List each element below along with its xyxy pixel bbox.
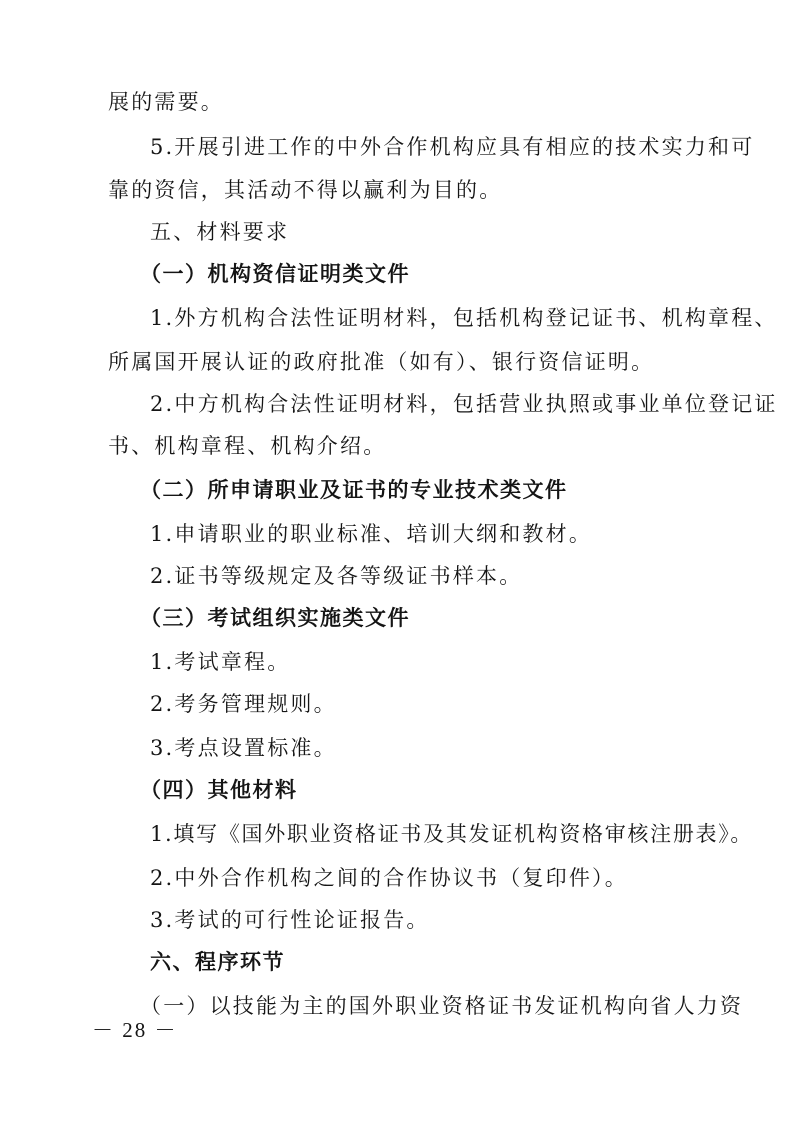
list-item-exam-rules: 2.考务管理规则。 [150,692,337,716]
section-heading-procedure: 六、程序环节 [150,950,285,974]
list-item-exam-site-standard: 3.考点设置标准。 [150,736,337,760]
paragraph-item-5-continuation: 靠的资信，其活动不得以赢利为目的。 [108,178,503,202]
list-item-cooperation-agreement: 2.中外合作机构之间的合作协议书（复印件）。 [150,866,628,890]
paragraph-procedure-1: （一）以技能为主的国外职业资格证书发证机构向省人力资 [140,994,744,1018]
subheading-other-materials: （四）其他材料 [140,778,298,802]
section-heading-materials: 五、材料要求 [150,220,290,244]
list-item-foreign-institution-continuation: 所属国开展认证的政府批准（如有）、银行资信证明。 [108,350,655,374]
list-item-occupation-standard: 1.申请职业的职业标准、培训大纲和教材。 [150,522,593,546]
paragraph-continuation: 展的需要。 [108,90,224,114]
subheading-technical-documents: （二）所申请职业及证书的专业技术类文件 [140,478,568,502]
list-item-feasibility-report: 3.考试的可行性论证报告。 [150,908,430,932]
page-number: － 28 － [92,1018,178,1042]
list-item-chinese-institution: 2.中方机构合法性证明材料，包括营业执照或事业单位登记证 [150,392,778,416]
list-item-exam-charter: 1.考试章程。 [150,650,291,674]
list-item-foreign-institution: 1.外方机构合法性证明材料，包括机构登记证书、机构章程、 [150,306,778,330]
list-item-registration-form: 1.填写《国外职业资格证书及其发证机构资格审核注册表》。 [150,822,754,846]
list-item-certificate-levels: 2.证书等级规定及各等级证书样本。 [150,564,523,588]
subheading-exam-documents: （三）考试组织实施类文件 [140,606,410,630]
paragraph-item-5: 5.开展引进工作的中外合作机构应具有相应的技术实力和可 [150,135,755,159]
subheading-credit-documents: （一）机构资信证明类文件 [140,262,410,286]
list-item-chinese-institution-continuation: 书、机构章程、机构介绍。 [108,434,387,458]
